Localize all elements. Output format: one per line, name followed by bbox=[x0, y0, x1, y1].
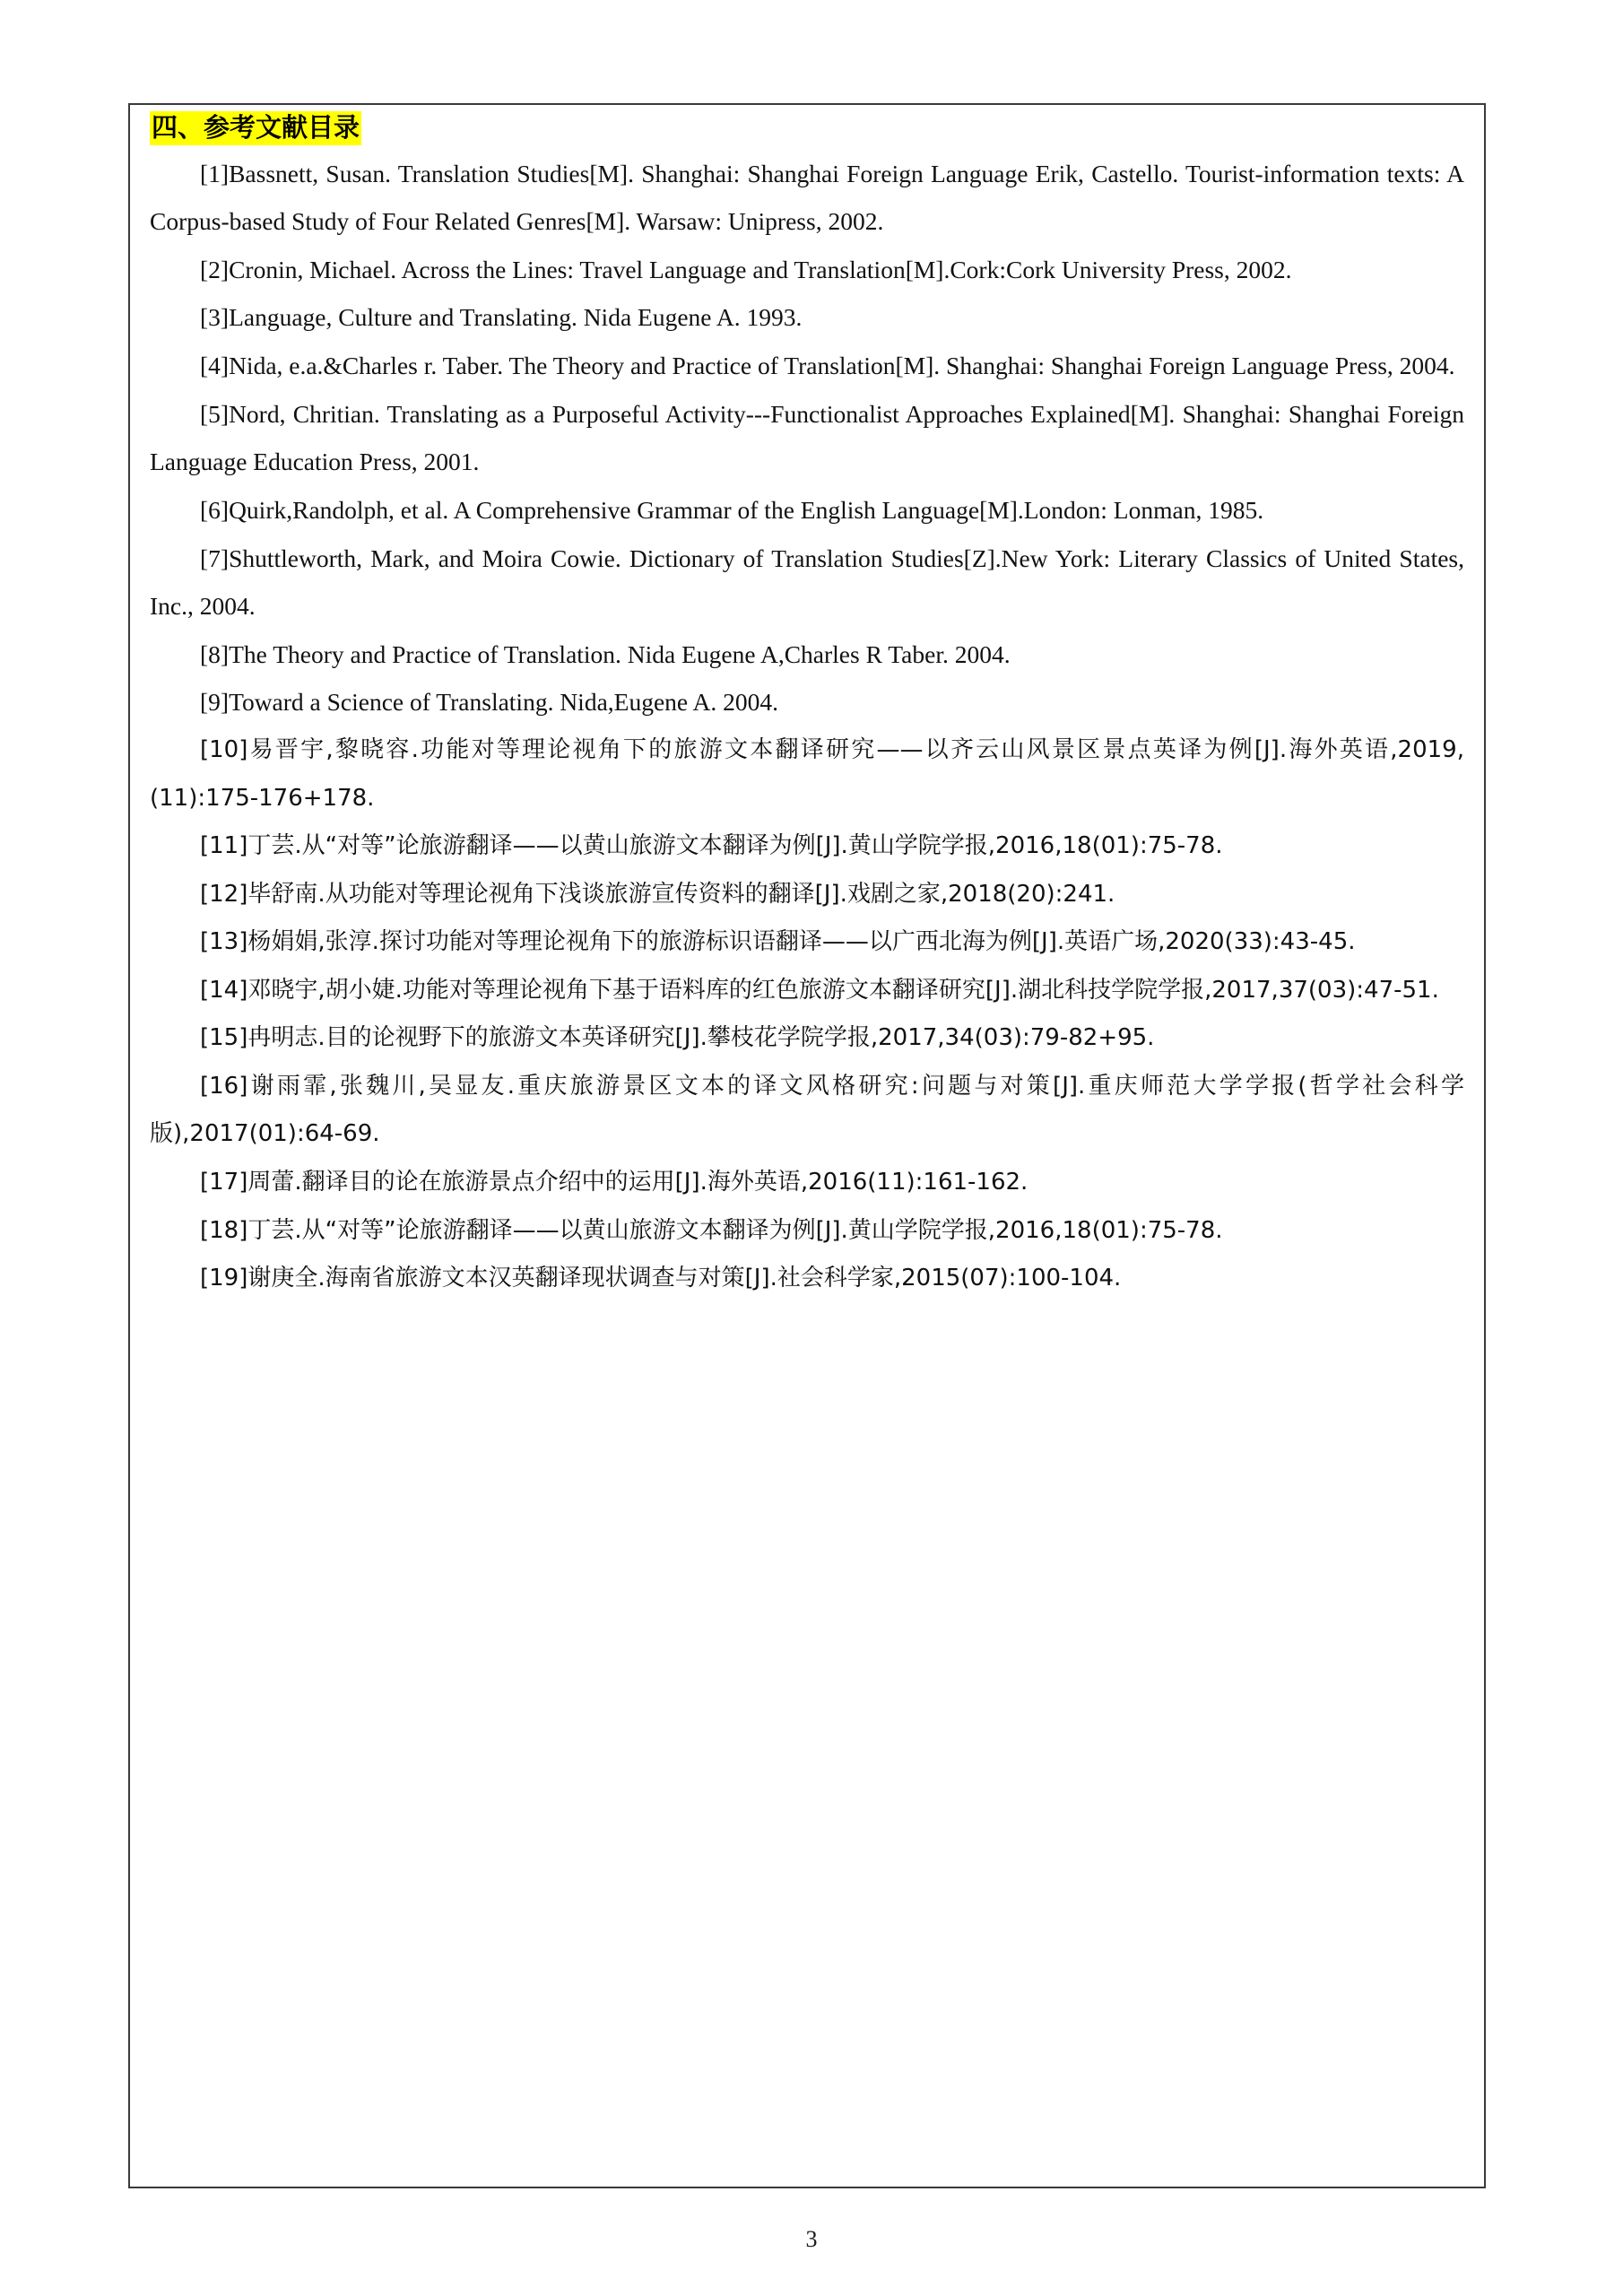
reference-item: [16]谢雨霏,张魏川,吴显友.重庆旅游景区文本的译文风格研究:问题与对策[J].重庆师范大学学报(哲学社会科学版),2017(01):64-69. bbox=[150, 1072, 1464, 1148]
reference-item: [3]Language, Culture and Translating. Nida Eugene A. 1993. bbox=[200, 303, 803, 332]
reference-item: [9]Toward a Science of Translating. Nida,Eugene A. 2004. bbox=[200, 688, 778, 717]
section-heading-highlighted-text: 四、参考文献目录 bbox=[150, 111, 361, 145]
reference-item: [15]冉明志.目的论视野下的旅游文本英译研究[J].攀枝花学院学报,2017,34(03):79-82+95. bbox=[200, 1024, 1155, 1052]
page-content-area bbox=[130, 105, 1484, 1303]
reference-item: [19]谢庚全.海南省旅游文本汉英翻译现状调查与对策[J].社会科学家,2015(07):100-104. bbox=[200, 1265, 1122, 1292]
reference-item: [6]Quirk,Randolph, et al. A Comprehensive Grammar of the English Language[M].London: Lonman, 1985. bbox=[200, 495, 1264, 524]
reference-item: [4]Nida, e.a.&Charles r. Taber. The Theory and Practice of Translation[M]. Shanghai: Shanghai Foreign Language Press, 2004. bbox=[200, 352, 1455, 380]
reference-item: [7]Shuttleworth, Mark, and Moira Cowie. Dictionary of Translation Studies[Z].New York: Literary Classics of United States, Inc., 2004. bbox=[150, 544, 1464, 621]
reference-list bbox=[150, 150, 1464, 1303]
reference-item: [2]Cronin, Michael. Across the Lines: Travel Language and Translation[M].Cork:Cork University Press, 2002. bbox=[200, 255, 1292, 283]
page-number-value: 3 bbox=[805, 2228, 818, 2252]
page-title bbox=[150, 110, 1464, 146]
reference-item: [18]丁芸.从“对等”论旅游翻译——以黄山旅游文本翻译为例[J].黄山学院学报,2016,18(01):75-78. bbox=[200, 1216, 1223, 1244]
reference-item: [12]毕舒南.从功能对等理论视角下浅谈旅游宣传资料的翻译[J].戏剧之家,2018(20):241. bbox=[200, 880, 1115, 908]
reference-item: [14]邓晓宇,胡小婕.功能对等理论视角下基于语料库的红色旅游文本翻译研究[J].湖北科技学院学报,2017,37(03):47-51. bbox=[200, 976, 1439, 1004]
reference-item: [8]The Theory and Practice of Translation. Nida Eugene A,Charles R Taber. 2004. bbox=[200, 639, 1011, 668]
reference-item: [17]周蕾.翻译目的论在旅游景点介绍中的运用[J].海外英语,2016(11):161-162. bbox=[200, 1169, 1028, 1196]
reference-item: [5]Nord, Chritian. Translating as a Purposeful Activity---Functionalist Approaches Explained[M]. Shanghai: Shanghai Foreign Language Education Press, 2001. bbox=[150, 399, 1464, 476]
page-number-footer bbox=[0, 2228, 1623, 2296]
reference-item: [10]易晋宇,黎晓容.功能对等理论视角下的旅游文本翻译研究——以齐云山风景区景点英译为例[J].海外英语,2019,(11):175-176+178. bbox=[150, 736, 1464, 812]
reference-item: [1]Bassnett, Susan. Translation Studies[M]. Shanghai: Shanghai Foreign Language Erik, Castello. Tourist-information texts: A Corpus-based Study of Four Related Genres[M]. Warsaw: Unipress, 2002. bbox=[150, 159, 1464, 236]
reference-item: [11]丁芸.从“对等”论旅游翻译——以黄山旅游文本翻译为例[J].黄山学院学报,2016,18(01):75-78. bbox=[200, 832, 1223, 860]
document-page-frame bbox=[128, 103, 1486, 2188]
reference-item: [13]杨娟娟,张淳.探讨功能对等理论视角下的旅游标识语翻译——以广西北海为例[J].英语广场,2020(33):43-45. bbox=[200, 928, 1356, 956]
